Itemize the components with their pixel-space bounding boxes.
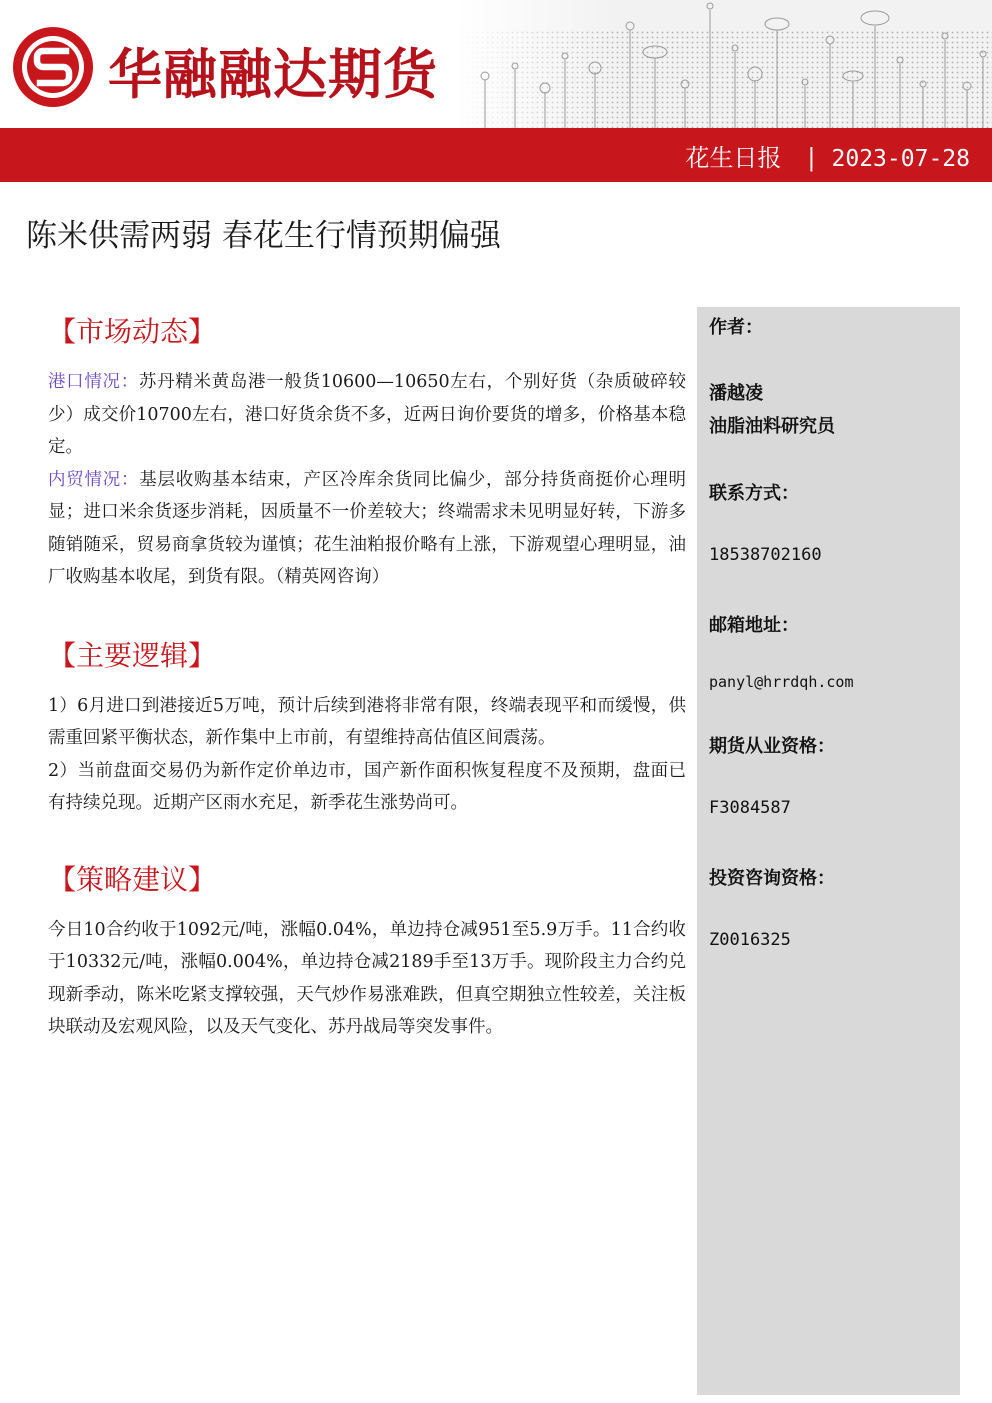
section-title: 【策略建议】 — [48, 862, 217, 896]
paragraph-logic-2: 2）当前盘面交易仍为新作定价单边市，国产新作面积恢复程度不及预期，盘面已有持续兑现。近期产区雨水充足，新季花生涨势尚可。 — [48, 760, 686, 813]
invest-qual-label: 投资咨询资格： — [709, 868, 835, 889]
report-banner — [0, 128, 992, 182]
paragraph-logic-1: 1）6月进口到港接近5万吨，预计后续到港将非常有限，终端表现平和而缓慢，供需重回紧平衡状态，新作集中上市前，有望维持高估值区间震荡。 — [48, 695, 686, 748]
section-strategy — [48, 860, 686, 1044]
paragraph-strategy: 今日10合约收于1092元/吨，涨幅0.04%，单边持仓减951至5.9万手。11合约收于10332元/吨，涨幅0.004%，单边持仓减2189手至13万手。现阶段主力合约兑现新季动，陈米吃紧支撑较强，天气炒作易涨难跌，但真空期独立性较差，关注板块联动及宏观风险，以及天气变化、苏丹战局等突发事件。 — [48, 919, 686, 1037]
section-market — [48, 312, 686, 594]
company-name: 华融融达期货 — [108, 43, 438, 106]
phone-number: 18538702160 — [709, 545, 822, 565]
section-title: 【市场动态】 — [48, 315, 217, 348]
author-sidebar — [697, 307, 960, 1395]
header-decoration — [455, 0, 992, 128]
paragraph-domestic — [48, 464, 686, 594]
contact-label: 联系方式： — [709, 483, 799, 504]
report-type: 花生日报 — [685, 144, 782, 172]
email-label: 邮箱地址： — [709, 615, 799, 636]
paragraph-label: 港口情况： — [48, 372, 139, 392]
email-address: panyl@hrrdqh.com — [709, 673, 854, 691]
section-title: 【主要逻辑】 — [48, 638, 217, 672]
author-label: 作者： — [709, 317, 763, 338]
invest-qual-number: Z0016325 — [709, 930, 791, 950]
banner-text — [685, 138, 970, 173]
report-headline: 陈米供需两弱 春花生行情预期偏强 — [26, 218, 501, 254]
paragraph-port — [48, 366, 686, 464]
paragraph-label: 内贸情况： — [48, 469, 140, 490]
main-content — [48, 312, 686, 1044]
company-logo-icon — [10, 24, 96, 110]
report-date: 2023-07-28 — [831, 146, 970, 172]
futures-qual-number: F3084587 — [709, 798, 791, 818]
banner-separator: | — [807, 144, 816, 172]
company-logo — [10, 18, 450, 118]
author-name: 潘越凌 — [709, 383, 763, 404]
paragraph-text: 基层收购基本结束，产区冷库余货同比偏少，部分持货商挺价心理明显；进口米余货逐步消耗，因质量不一价差较大；终端需求未见明显好转，下游多随销随采，贸易商拿货较为谨慎；花生油粕报价略有上涨，下游观望心理明显，油厂收购基本收尾，到货有限。（精英网咨询） — [48, 469, 686, 587]
section-logic — [48, 636, 686, 820]
paragraph-text: 苏丹精米黄岛港一般货10600—10650左右，个别好货（杂质破碎较少）成交价10700左右，港口好货余货不多，近两日询价要货的增多，价格基本稳定。 — [48, 372, 686, 457]
author-title: 油脂油料研究员 — [709, 416, 835, 437]
futures-qual-label: 期货从业资格： — [709, 736, 835, 757]
